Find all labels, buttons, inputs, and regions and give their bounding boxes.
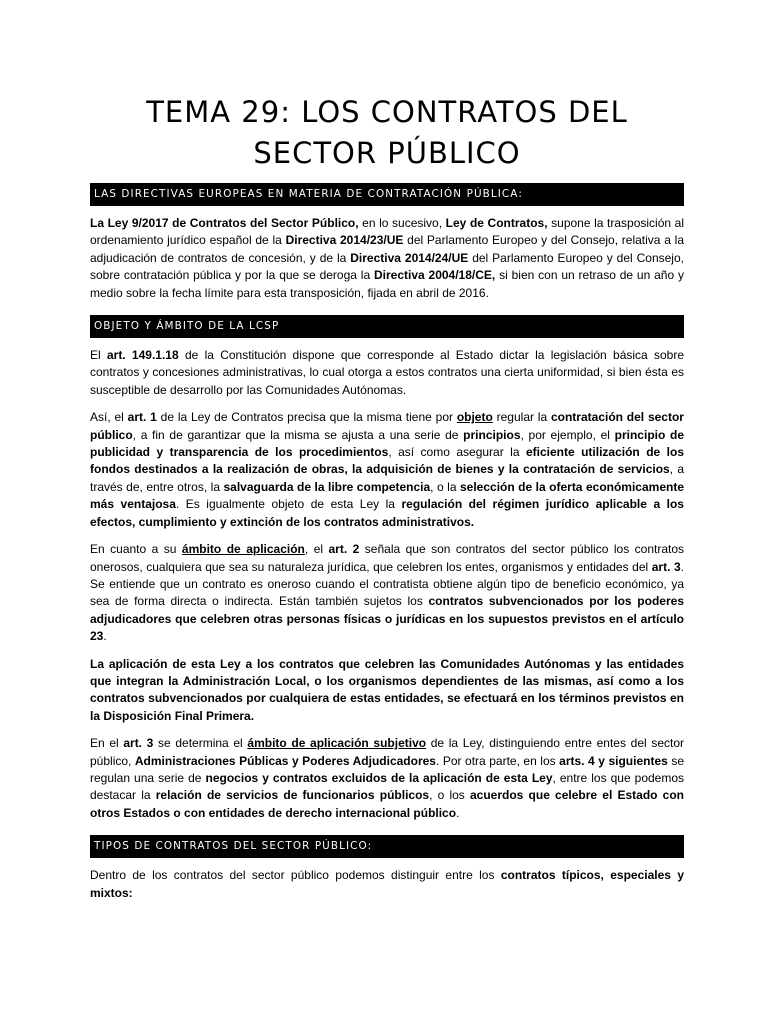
bold-text: La Ley 9/2017 de Contratos del Sector Público,	[90, 216, 359, 230]
bold-text: arts. 4 y siguientes	[559, 753, 668, 768]
text-run: En el	[90, 736, 124, 751]
bold-text: Directiva 2004/18/CE,	[373, 268, 496, 283]
text-run: . Por otra parte, en los	[435, 753, 560, 768]
bold-text: regulación del régimen jurídico aplicable a los efectos, cumplimiento y extinción de los contratos administrativos.	[90, 497, 684, 529]
text-run: de la Constitución dispone que corresponde al Estado dictar la legislación básica sobre contratos y concesiones administrativas, lo cual otorga a estos contratos una cierta uniformidad, si bien ésta es susceptible de desarrollo por las Comunidades Autónomas.	[90, 348, 685, 397]
bold-text: ámbito de aplicación	[181, 542, 305, 557]
bold-text: Disposición Final Primera	[103, 708, 251, 723]
page-title	[90, 92, 684, 174]
text-run: Así, el	[90, 410, 128, 425]
text-run: del Parlamento Europeo y del Consejo, sobre contratación pública y por la que se deroga la	[90, 250, 684, 283]
text-run: regular la	[492, 410, 551, 425]
text-run: .	[456, 805, 460, 820]
text-run: , o la	[430, 479, 460, 494]
text-run: , o los	[429, 788, 470, 803]
bold-text: contratación del sector público	[90, 410, 684, 442]
text-run: , a través de, entre otros, la	[90, 462, 684, 494]
text-run: .	[103, 629, 107, 644]
text-run: , por ejemplo, el	[520, 427, 615, 442]
text-run: señala que son contratos del sector público los contratos onerosos, cualquiera que sea su naturaleza jurídica, que celebren los entes, organismos y entidades del	[90, 542, 685, 574]
bold-text: negocios y contratos excluidos de la aplicación de esta Ley	[205, 770, 553, 785]
bold-text: art. 3	[123, 736, 154, 751]
body-paragraph	[90, 656, 684, 726]
bold-text: ámbito de aplicación subjetivo	[247, 736, 427, 751]
bold-text: Ley de Contratos,	[445, 216, 548, 230]
section-header: TIPOS DE CONTRATOS DEL SECTOR PÚBLICO:	[90, 835, 684, 858]
bold-text: selección de la oferta económicamente más ventajosa	[90, 479, 684, 512]
section-header: OBJETO Y ÁMBITO DE LA LCSP	[90, 315, 684, 338]
text-run: Dentro de los contratos del sector público podemos distinguir entre los	[90, 868, 501, 883]
text-run: El	[90, 348, 107, 363]
bold-text: art. 1	[127, 410, 157, 425]
bold-text: principios	[463, 427, 521, 442]
bold-text: contratos típicos, especiales y mixtos:	[90, 868, 684, 900]
text-run: se regulan una serie de	[90, 753, 684, 785]
text-run: . Se entiende que un contrato es oneroso cuando el contratista obtiene algún tipo de beneficio económico, ya sea de forma directa o indirecta. Están también sujetos los	[90, 559, 684, 609]
text-run: de la Ley, distinguiendo entre entes del sector público,	[90, 736, 684, 768]
body-paragraph	[90, 541, 684, 645]
title-line-2: SECTOR PÚBLICO	[253, 136, 521, 170]
bold-text: objeto	[456, 410, 493, 425]
text-run: supone la trasposición al ordenamiento jurídico español de la	[90, 216, 685, 248]
bold-text: relación de servicios de funcionarios públicos	[155, 788, 430, 803]
text-run: de la Ley de Contratos precisa que la misma tiene por	[156, 410, 457, 425]
body-paragraph	[90, 867, 684, 902]
text-run: del Parlamento Europeo y del Consejo, relativa a la adjudicación de contratos de concesión, y de la	[90, 233, 685, 265]
bold-text: art. 3	[651, 559, 681, 574]
body-paragraph	[90, 409, 684, 531]
bold-text: salvaguarda de la libre competencia	[223, 479, 431, 494]
text-run: , a fin de garantizar que la misma se ajusta a una serie de	[132, 427, 464, 442]
text-run: , así como asegurar la	[388, 445, 526, 460]
body-paragraph	[90, 735, 684, 822]
text-run: , el	[304, 542, 329, 557]
document-body	[90, 183, 684, 902]
bold-text: contratos subvencionados por los poderes adjudicadores que celebren otras personas físicas o jurídicas en los supuestos previstos en el artículo 23	[90, 594, 684, 644]
bold-text: art. 149.1.18	[106, 348, 179, 363]
bold-text: principio de publicidad y transparencia de los procedimientos	[90, 427, 684, 460]
text-run: . Es igualmente objeto de esta Ley la	[175, 497, 402, 512]
text-run: se determina el	[153, 736, 248, 751]
bold-text: Directiva 2014/24/UE	[350, 250, 469, 265]
body-paragraph	[90, 215, 684, 302]
bold-text: acuerdos que celebre el Estado con otros Estados o con entidades de derecho internacional público	[90, 788, 684, 820]
text-run: En cuanto a su	[90, 542, 182, 557]
bold-text: .	[250, 708, 255, 723]
bold-text: Administraciones Públicas y Poderes Adjudicadores	[134, 753, 436, 768]
text-run: si bien con un retraso de un año y medio sobre la fecha límite para esta transposición, fijada en abril de 2016.	[90, 268, 684, 300]
body-paragraph	[90, 347, 684, 399]
text-run: , entre los que podemos destacar la	[90, 770, 685, 803]
section-header: LAS DIRECTIVAS EUROPEAS EN MATERIA DE CONTRATACIÓN PÚBLICA:	[90, 183, 684, 206]
bold-text: art. 2	[328, 542, 360, 557]
bold-text: La aplicación de esta Ley a los contratos que celebren las Comunidades Autónomas y las entidades que integran la Administración Local, o los organismos dependientes de las mismas, así como a los contratos subvencionados por cualquiera de estas entidades, se efectuará en los términos previstos en la	[90, 656, 684, 723]
title-line-1: TEMA 29: LOS CONTRATOS DEL	[146, 95, 628, 129]
bold-text: Directiva 2014/23/UE	[285, 233, 404, 248]
bold-text: eficiente utilización de los fondos destinados a la realización de obras, la adquisición de bienes y la contratación de servicios	[90, 445, 684, 477]
text-run: en lo sucesivo,	[358, 216, 446, 230]
